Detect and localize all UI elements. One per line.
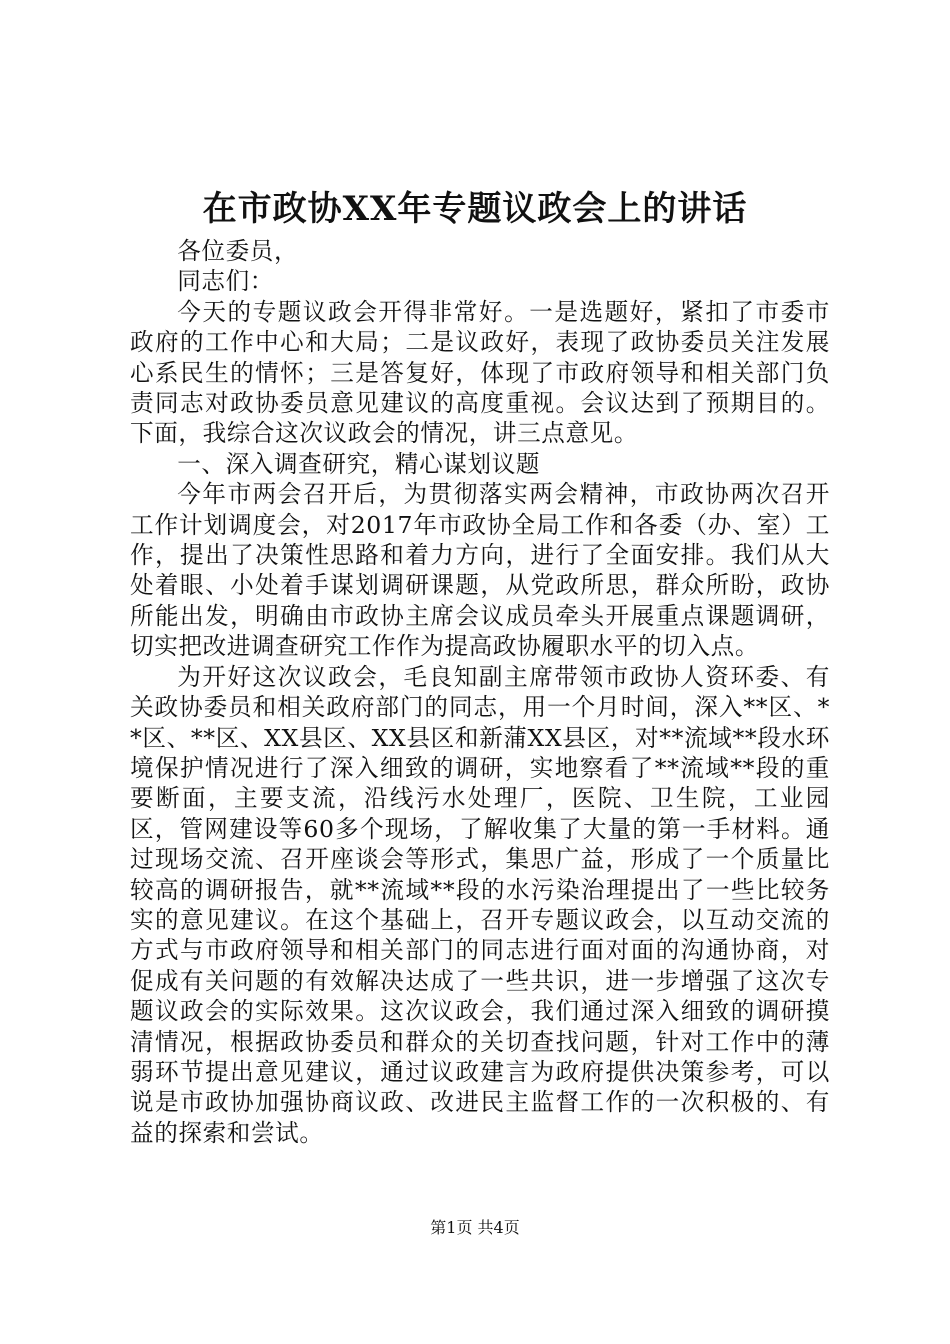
paragraph-research: 为开好这次议政会，毛良知副主席带领市政协人资环委、有关政协委员和相关政府部门的同志，用一个月时间，深入**区、**区、**区、XX县区、XX县区和新蒲XX县区，对**流域**段水环境保护情况进行了深入细致的调研，实地察看了**流域**段的重要断面，主要支流，沿线污水处理厂，医院、卫生院，工业园区，管网建设等60多个现场，了解收集了大量的第一手材料。通过现场交流、召开座谈会等形式，集思广益，形成了一个质量比较高的调研报告，就**流域**段的水污染治理提出了一些比较务实的意见建议。在这个基础上，召开专题议政会，以互动交流的方式与市政府领导和相关部门的同志进行面对面的沟通协商，对促成有关问题的有效解决达成了一些共识，进一步增强了这次专题议政会的实际效果。这次议政会，我们通过深入细致的调研摸清情况，根据政协委员和群众的关切查找问题，针对工作中的薄弱环节提出意见建议，通过议政建言为政府提供决策参考，可以说是市政协加强协商议政、改进民主监督工作的一次积极的、有益的探索和尝试。 [130,662,830,1147]
salutation-comrades: 同志们： [177,267,274,296]
page-footer: 第1页 共4页 [430,1218,520,1237]
document-title: 在市政协XX年专题议政会上的讲话 [202,189,748,229]
paragraph-planning: 今年市两会召开后，为贯彻落实两会精神，市政协两次召开工作计划调度会，对2017年市政协全局工作和各委（办、室）工作，提出了决策性思路和着力方向，进行了全面安排。我们从大处着眼、小处着手谋划调研课题，从党政所思，群众所盼，政协所能出发，明确由市政协主席会议成员牵头开展重点课题调研，切实把改进调查研究工作作为提高政协履职水平的切入点。 [130,480,830,661]
section-heading-1: 一、深入调查研究，精心谋划议题 [177,449,541,478]
document-body [130,236,830,1148]
salutation-members: 各位委员， [177,237,299,265]
paragraph-opening: 今天的专题议政会开得非常好。一是选题好，紧扣了市委市政府的工作中心和大局；二是议政好，表现了政协委员关注发展心系民生的情怀；三是答复好，体现了市政府领导和相关部门负责同志对政协委员意见建议的高度重视。会议达到了预期目的。下面，我综合这次议政会的情况，讲三点意见。 [130,297,830,448]
